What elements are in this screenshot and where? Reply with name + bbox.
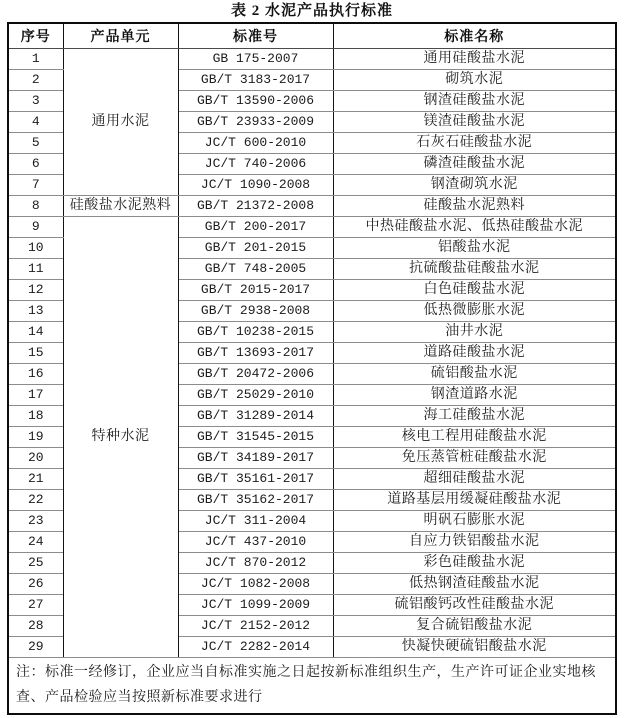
header-row <box>8 23 616 49</box>
row-index-cell: 19 <box>8 427 63 448</box>
standard-number-cell: JC/T 437-2010 <box>178 532 333 553</box>
standard-number-cell: GB/T 13693-2017 <box>178 343 333 364</box>
cement-standards-table <box>7 22 617 715</box>
row-index-cell: 14 <box>8 322 63 343</box>
table-title: 表 2 水泥产品执行标准 <box>230 3 393 19</box>
table-row <box>8 217 616 238</box>
standard-name-cell: 砌筑水泥 <box>333 70 616 91</box>
row-index-cell: 8 <box>8 196 63 217</box>
standard-name-cell: 钢渣道路水泥 <box>333 385 616 406</box>
standard-name-cell: 铝酸盐水泥 <box>333 238 616 259</box>
table-row <box>8 196 616 217</box>
column-header-index: 序号 <box>8 23 63 49</box>
standard-name-cell: 复合硫铝酸盐水泥 <box>333 616 616 637</box>
standard-name-cell: 镁渣硅酸盐水泥 <box>333 112 616 133</box>
standard-name-cell: 磷渣硅酸盐水泥 <box>333 154 616 175</box>
standard-number-cell: GB 175-2007 <box>178 49 333 70</box>
table-row <box>8 49 616 70</box>
row-index-cell: 23 <box>8 511 63 532</box>
row-index-cell: 22 <box>8 490 63 511</box>
standard-name-cell: 硫铝酸钙改性硅酸盐水泥 <box>333 595 616 616</box>
standard-number-cell: GB/T 31545-2015 <box>178 427 333 448</box>
row-index-cell: 3 <box>8 91 63 112</box>
standard-name-cell: 中热硅酸盐水泥、低热硅酸盐水泥 <box>333 217 616 238</box>
row-index-cell: 20 <box>8 448 63 469</box>
row-index-cell: 24 <box>8 532 63 553</box>
standard-name-cell: 免压蒸管桩硅酸盐水泥 <box>333 448 616 469</box>
standard-number-cell: GB/T 201-2015 <box>178 238 333 259</box>
standard-number-cell: GB/T 10238-2015 <box>178 322 333 343</box>
standard-number-cell: JC/T 740-2006 <box>178 154 333 175</box>
column-header-standard-number: 标准号 <box>178 23 333 49</box>
standard-name-cell: 超细硅酸盐水泥 <box>333 469 616 490</box>
row-index-cell: 26 <box>8 574 63 595</box>
row-index-cell: 1 <box>8 49 63 70</box>
standard-number-cell: GB/T 20472-2006 <box>178 364 333 385</box>
row-index-cell: 16 <box>8 364 63 385</box>
standard-number-cell: JC/T 2282-2014 <box>178 637 333 658</box>
note-row <box>8 658 616 715</box>
product-unit-cell: 通用水泥 <box>63 49 178 196</box>
row-index-cell: 13 <box>8 301 63 322</box>
standard-number-cell: GB/T 31289-2014 <box>178 406 333 427</box>
standard-name-cell: 道路硅酸盐水泥 <box>333 343 616 364</box>
row-index-cell: 5 <box>8 133 63 154</box>
standard-number-cell: JC/T 1082-2008 <box>178 574 333 595</box>
column-header-standard-name: 标准名称 <box>333 23 616 49</box>
standard-number-cell: JC/T 311-2004 <box>178 511 333 532</box>
standard-number-cell: GB/T 34189-2017 <box>178 448 333 469</box>
row-index-cell: 6 <box>8 154 63 175</box>
standard-name-cell: 钢渣砌筑水泥 <box>333 175 616 196</box>
standard-name-cell: 低热微膨胀水泥 <box>333 301 616 322</box>
row-index-cell: 9 <box>8 217 63 238</box>
standard-name-cell: 海工硅酸盐水泥 <box>333 406 616 427</box>
standard-name-cell: 钢渣硅酸盐水泥 <box>333 91 616 112</box>
row-index-cell: 25 <box>8 553 63 574</box>
standard-number-cell: JC/T 2152-2012 <box>178 616 333 637</box>
standard-name-cell: 明矾石膨胀水泥 <box>333 511 616 532</box>
standard-name-cell: 快凝快硬硫铝酸盐水泥 <box>333 637 616 658</box>
standard-number-cell: GB/T 13590-2006 <box>178 91 333 112</box>
row-index-cell: 29 <box>8 637 63 658</box>
standard-name-cell: 核电工程用硅酸盐水泥 <box>333 427 616 448</box>
product-unit-cell: 硅酸盐水泥熟料 <box>63 196 178 217</box>
product-unit-cell: 特种水泥 <box>63 217 178 658</box>
standard-name-cell: 硫铝酸盐水泥 <box>333 364 616 385</box>
standard-number-cell: JC/T 870-2012 <box>178 553 333 574</box>
standard-number-cell: GB/T 2015-2017 <box>178 280 333 301</box>
row-index-cell: 7 <box>8 175 63 196</box>
standard-number-cell: JC/T 600-2010 <box>178 133 333 154</box>
standard-name-cell: 油井水泥 <box>333 322 616 343</box>
standard-name-cell: 石灰石硅酸盐水泥 <box>333 133 616 154</box>
standard-name-cell: 抗硫酸盐硅酸盐水泥 <box>333 259 616 280</box>
row-index-cell: 28 <box>8 616 63 637</box>
standard-number-cell: GB/T 2938-2008 <box>178 301 333 322</box>
standard-number-cell: JC/T 1090-2008 <box>178 175 333 196</box>
row-index-cell: 15 <box>8 343 63 364</box>
standard-number-cell: GB/T 3183-2017 <box>178 70 333 91</box>
row-index-cell: 10 <box>8 238 63 259</box>
standard-number-cell: GB/T 35162-2017 <box>178 490 333 511</box>
standard-number-cell: GB/T 748-2005 <box>178 259 333 280</box>
standard-name-cell: 白色硅酸盐水泥 <box>333 280 616 301</box>
standard-name-cell: 自应力铁铝酸盐水泥 <box>333 532 616 553</box>
row-index-cell: 12 <box>8 280 63 301</box>
standard-number-cell: GB/T 35161-2017 <box>178 469 333 490</box>
standard-number-cell: GB/T 25029-2010 <box>178 385 333 406</box>
row-index-cell: 11 <box>8 259 63 280</box>
table-footer <box>8 658 616 715</box>
row-index-cell: 2 <box>8 70 63 91</box>
standard-number-cell: GB/T 21372-2008 <box>178 196 333 217</box>
standard-number-cell: JC/T 1099-2009 <box>178 595 333 616</box>
standard-name-cell: 低热钢渣硅酸盐水泥 <box>333 574 616 595</box>
standard-number-cell: GB/T 200-2017 <box>178 217 333 238</box>
standard-name-cell: 硅酸盐水泥熟料 <box>333 196 616 217</box>
table-body <box>8 49 616 658</box>
standard-name-cell: 彩色硅酸盐水泥 <box>333 553 616 574</box>
row-index-cell: 21 <box>8 469 63 490</box>
row-index-cell: 18 <box>8 406 63 427</box>
table-header <box>8 23 616 49</box>
table-note: 注：标准一经修订，企业应当自标准实施之日起按新标准组织生产，生产许可证企业实地核查、产品检验应当按照新标准要求进行 <box>8 658 616 715</box>
standard-name-cell: 通用硅酸盐水泥 <box>333 49 616 70</box>
standard-name-cell: 道路基层用缓凝硅酸盐水泥 <box>333 490 616 511</box>
standard-number-cell: GB/T 23933-2009 <box>178 112 333 133</box>
row-index-cell: 17 <box>8 385 63 406</box>
row-index-cell: 27 <box>8 595 63 616</box>
column-header-product-unit: 产品单元 <box>63 23 178 49</box>
row-index-cell: 4 <box>8 112 63 133</box>
